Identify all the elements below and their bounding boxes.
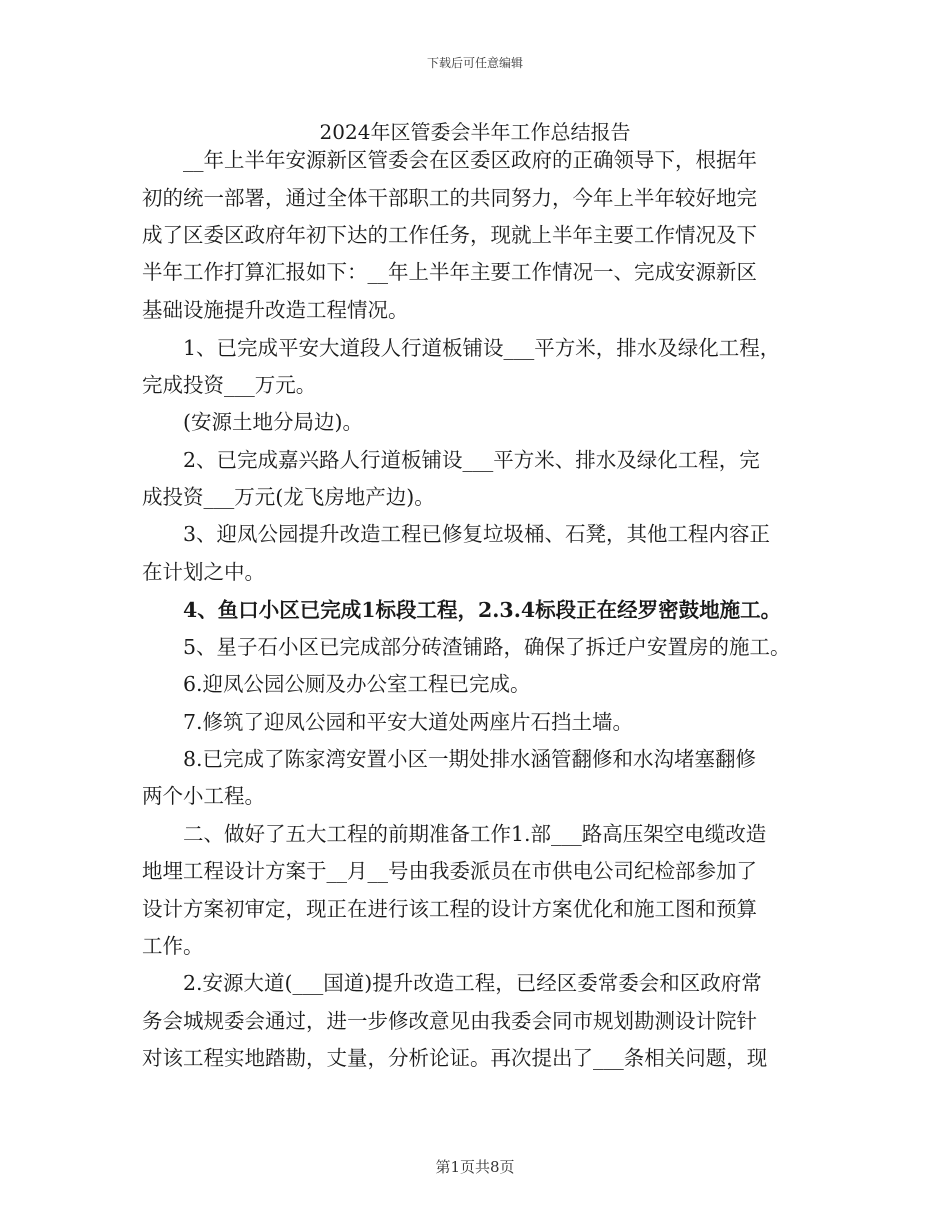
- body-line: 在计划之中。: [142, 560, 265, 584]
- document-title: 2024年区管委会半年工作总结报告: [319, 120, 631, 144]
- body-line: __年上半年安源新区管委会在区委区政府的正确领导下，根据年: [142, 148, 757, 172]
- body-line: 3、迎凤公园提升改造工程已修复垃圾桶、石凳，其他工程内容正: [142, 522, 771, 546]
- body-line: 务会城规委会通过，进一步修改意见由我委会同市规划勘测设计院针: [142, 1009, 757, 1033]
- body-line: 两个小工程。: [142, 784, 265, 808]
- body-line: 基础设施提升改造工程情况。: [142, 298, 409, 322]
- body-line: 2.安源大道(___国道)提升改造工程，已经区委常委会和区政府常: [142, 971, 762, 995]
- body-line: 成了区委区政府年初下达的工作任务，现就上半年主要工作情况及下: [142, 223, 757, 247]
- body-line: (安源土地分局边)。: [142, 410, 363, 434]
- body-line: 对该工程实地踏勘，丈量，分析论证。再次提出了___条相关问题，现: [142, 1046, 768, 1070]
- body-line: 地埋工程设计方案于__月__号由我委派员在市供电公司纪检部参加了: [142, 859, 757, 883]
- body-line: 1、已完成平安大道段人行道板铺设___平方米，排水及绿化工程，: [142, 336, 781, 360]
- body-line: 成投资___万元(龙飞房地产边)。: [142, 485, 435, 509]
- body-line: 7.修筑了迎凤公园和平安大道处两座片石挡土墙。: [142, 710, 634, 734]
- page-footer: 第1页共8页: [435, 1158, 515, 1176]
- body-line: 4、鱼口小区已完成1标段工程，2.3.4标段正在经罗密鼓地施工。: [142, 598, 782, 622]
- header-note: 下载后可任意编辑: [426, 56, 523, 70]
- body-line: 工作。: [142, 934, 204, 958]
- body-line: 5、星子石小区已完成部分砖渣铺路，确保了拆迁户安置房的施工。: [142, 635, 791, 659]
- body-line: 8.已完成了陈家湾安置小区一期处排水涵管翻修和水沟堵塞翻修: [142, 747, 757, 771]
- body-line: 初的统一部署，通过全体干部职工的共同努力，今年上半年较好地完: [142, 186, 757, 210]
- body-line: 二、做好了五大工程的前期准备工作1.部___路高压架空电缆改造: [142, 822, 767, 846]
- body-line: 2、已完成嘉兴路人行道板铺设___平方米、排水及绿化工程，完: [142, 448, 760, 472]
- body-line: 6.迎凤公园公厕及办公室工程已完成。: [142, 672, 531, 696]
- body-line: 半年工作打算汇报如下：__年上半年主要工作情况一、完成安源新区: [142, 260, 757, 284]
- body-line: 完成投资___万元。: [142, 373, 317, 397]
- body-line: 设计方案初审定，现正在进行该工程的设计方案优化和施工图和预算: [142, 897, 757, 921]
